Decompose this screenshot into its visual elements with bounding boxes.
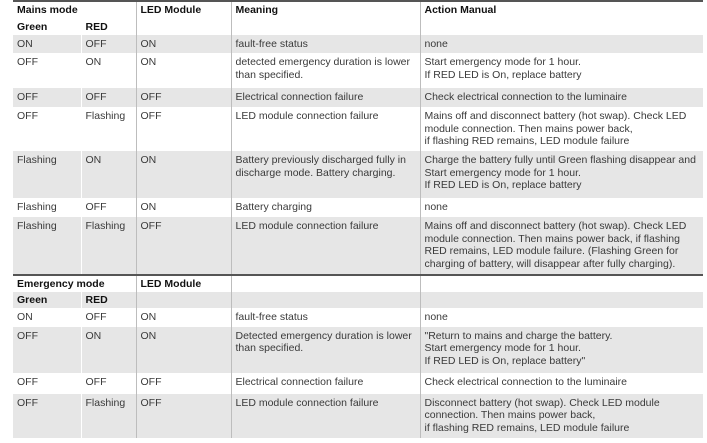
- table-row: [13, 373, 703, 394]
- red-cell: OFF: [81, 88, 136, 107]
- table-row: [13, 107, 703, 151]
- table-row: [13, 308, 703, 327]
- action-cell: Check electrical connection to the luminaire: [420, 373, 703, 394]
- led-cell: OFF: [136, 373, 231, 394]
- action-cell: Mains off and disconnect battery (hot swap). Check LED module connection. Then mains power back, if flashing RED remains, LED module failure: [420, 107, 703, 151]
- red-cell: ON: [81, 53, 136, 88]
- red-cell: Flashing: [81, 217, 136, 275]
- meaning-cell: LED module connection failure: [231, 394, 420, 438]
- meaning-cell: Battery charging: [231, 198, 420, 217]
- red-cell: OFF: [81, 35, 136, 53]
- table-row: [13, 217, 703, 275]
- emergency-subheader-row: [13, 292, 703, 308]
- led-status-table: [13, 0, 703, 438]
- led-cell: ON: [136, 327, 231, 373]
- green-cell: ON: [13, 308, 81, 327]
- red-heading: RED: [81, 292, 136, 308]
- green-cell: Flashing: [13, 198, 81, 217]
- action-cell: none: [420, 308, 703, 327]
- led-cell: ON: [136, 53, 231, 88]
- emergency-header-row: [13, 275, 703, 292]
- action-cell: Check electrical connection to the luminaire: [420, 88, 703, 107]
- action-cell: Disconnect battery (hot swap). Check LED module connection. Then mains power back, if flashing RED remains, LED module failure: [420, 394, 703, 438]
- action-cell: "Return to mains and charge the battery. Start emergency mode for 1 hour. If RED LED is On, replace battery": [420, 327, 703, 373]
- green-cell: OFF: [13, 327, 81, 373]
- meaning-cell: LED module connection failure: [231, 107, 420, 151]
- led-cell: ON: [136, 151, 231, 198]
- action-cell: none: [420, 198, 703, 217]
- green-heading: Green: [13, 19, 81, 35]
- table-row: [13, 35, 703, 53]
- led-module-heading: LED Module: [136, 275, 231, 292]
- action-cell: Start emergency mode for 1 hour. If RED LED is On, replace battery: [420, 53, 703, 88]
- green-cell: OFF: [13, 53, 81, 88]
- table-row: [13, 327, 703, 373]
- red-cell: Flashing: [81, 107, 136, 151]
- table-row: [13, 394, 703, 438]
- action-cell: none: [420, 35, 703, 53]
- action-cell: Charge the battery fully until Green flashing disappear and Start emergency mode for 1 hour. If RED LED is On, replace battery: [420, 151, 703, 198]
- red-cell: OFF: [81, 373, 136, 394]
- meaning-cell: Battery previously discharged fully in discharge mode. Battery charging.: [231, 151, 420, 198]
- led-cell: OFF: [136, 107, 231, 151]
- table-row: [13, 151, 703, 198]
- meaning-cell: fault-free status: [231, 35, 420, 53]
- meaning-cell: Detected emergency duration is lower than specified.: [231, 327, 420, 373]
- red-heading: RED: [81, 19, 136, 35]
- meaning-cell: LED module connection failure: [231, 217, 420, 275]
- green-cell: Flashing: [13, 217, 81, 275]
- green-heading: Green: [13, 292, 81, 308]
- led-cell: OFF: [136, 88, 231, 107]
- meaning-cell: Electrical connection failure: [231, 88, 420, 107]
- red-cell: OFF: [81, 308, 136, 327]
- led-cell: ON: [136, 308, 231, 327]
- meaning-cell: fault-free status: [231, 308, 420, 327]
- green-cell: OFF: [13, 394, 81, 438]
- mains-header-row: [13, 1, 703, 19]
- mains-mode-heading: Mains mode: [13, 1, 136, 19]
- green-cell: OFF: [13, 107, 81, 151]
- mains-subheader-row: [13, 19, 703, 35]
- table-row: [13, 53, 703, 88]
- emergency-mode-heading: Emergency mode: [13, 275, 136, 292]
- meaning-cell: detected emergency duration is lower than specified.: [231, 53, 420, 88]
- led-cell: OFF: [136, 217, 231, 275]
- green-cell: Flashing: [13, 151, 81, 198]
- action-manual-heading: Action Manual: [420, 1, 703, 19]
- led-module-heading: LED Module: [136, 1, 231, 19]
- action-cell: Mains off and disconnect battery (hot swap). Check LED module connection. Then mains power back, if flashing RED remains, LED module failure. (Flashing Green for charging of battery, will disappear after fully charging).: [420, 217, 703, 275]
- meaning-cell: Electrical connection failure: [231, 373, 420, 394]
- red-cell: ON: [81, 151, 136, 198]
- table-row: [13, 88, 703, 107]
- red-cell: Flashing: [81, 394, 136, 438]
- meaning-heading: Meaning: [231, 1, 420, 19]
- red-cell: OFF: [81, 198, 136, 217]
- led-cell: ON: [136, 198, 231, 217]
- green-cell: OFF: [13, 88, 81, 107]
- green-cell: OFF: [13, 373, 81, 394]
- table-row: [13, 198, 703, 217]
- red-cell: ON: [81, 327, 136, 373]
- green-cell: ON: [13, 35, 81, 53]
- led-cell: OFF: [136, 394, 231, 438]
- led-cell: ON: [136, 35, 231, 53]
